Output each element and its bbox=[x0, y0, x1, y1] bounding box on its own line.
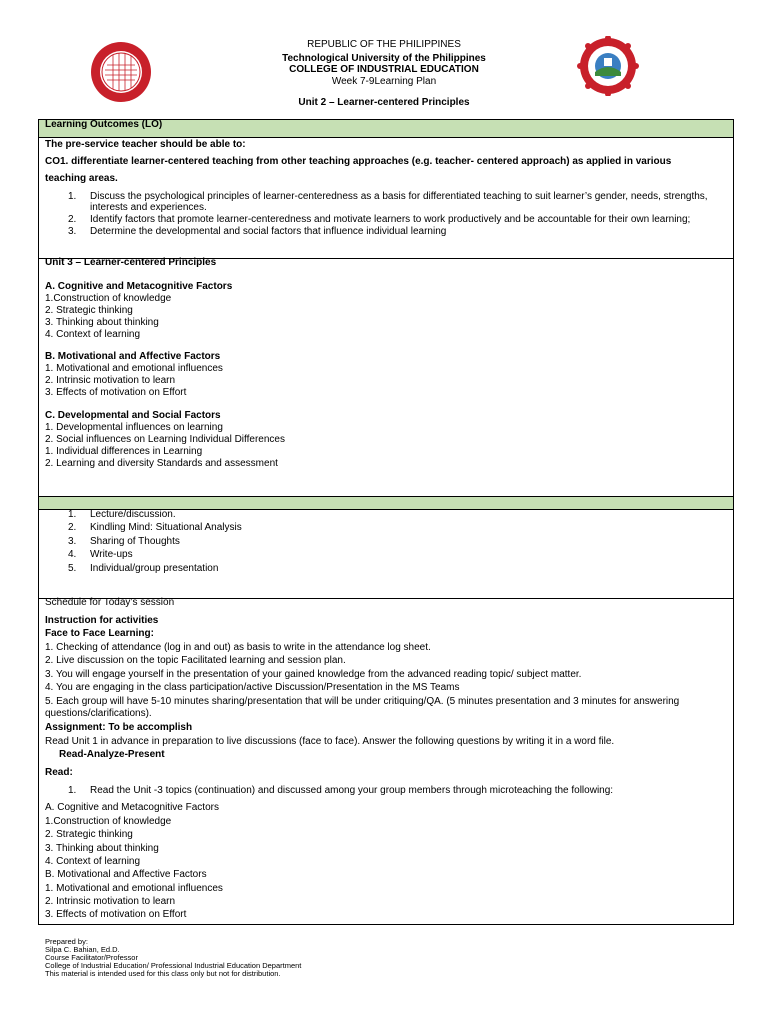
schedule-title: Schedule for Today’s session bbox=[45, 597, 175, 608]
footer-department: College of Industrial Education/ Professional Industrial Education Department bbox=[45, 961, 302, 970]
methods-band bbox=[38, 496, 734, 510]
method-num: 5. bbox=[68, 563, 77, 574]
lo-item-num: 1. bbox=[68, 191, 77, 202]
f2f-item: 4. You are engaging in the class participation/active Discussion/Presentation in the MS Teams bbox=[45, 682, 460, 693]
content-unit-title: Unit 3 – Learner-centered Principles bbox=[45, 257, 217, 268]
list-item: 1. Motivational and emotional influences bbox=[45, 363, 223, 374]
list-item: 2. Intrinsic motivation to learn bbox=[45, 896, 176, 907]
f2f-item-cont: questions/clarifications). bbox=[45, 708, 152, 719]
method-num: 1. bbox=[68, 509, 77, 520]
read-item-num: 1. bbox=[68, 785, 77, 796]
lo-heading: Learning Outcomes (LO) bbox=[45, 119, 163, 130]
lo-item: Determine the developmental and social factors that influence individual learning bbox=[90, 226, 447, 237]
f2f-item: 5. Each group will have 5-10 minutes sharing/presentation that will be under critiquing/QA. (5 minutes presentation and 3 minutes for answering bbox=[45, 696, 680, 707]
list-item: 2. Social influences on Learning Individual Differences bbox=[45, 434, 285, 445]
header-unit: Unit 2 – Learner-centered Principles bbox=[298, 97, 470, 108]
list-item: 4. Context of learning bbox=[45, 329, 141, 340]
read-heading: Read: bbox=[45, 767, 73, 778]
method-item: Sharing of Thoughts bbox=[90, 536, 180, 547]
header-university: Technological University of the Philippines bbox=[282, 53, 486, 64]
f2f-item: 1. Checking of attendance (log in and out) as basis to write in the attendance log sheet. bbox=[45, 642, 431, 653]
lo-intro: The pre-service teacher should be able to: bbox=[45, 139, 246, 150]
f2f-heading: Face to Face Learning: bbox=[45, 628, 154, 639]
list-item: 1. Individual differences in Learning bbox=[45, 446, 203, 457]
instruction-heading: Instruction for activities bbox=[45, 615, 159, 626]
section-title: C. Developmental and Social Factors bbox=[45, 410, 221, 421]
list-item: 3. Thinking about thinking bbox=[45, 843, 159, 854]
list-item: 4. Context of learning bbox=[45, 856, 141, 867]
section-title: B. Motivational and Affective Factors bbox=[45, 351, 221, 362]
list-item: A. Cognitive and Metacognitive Factors bbox=[45, 802, 219, 813]
method-num: 3. bbox=[68, 536, 77, 547]
list-item: 1. Motivational and emotional influences bbox=[45, 883, 223, 894]
lo-item-num: 3. bbox=[68, 226, 77, 237]
list-item: 2. Strategic thinking bbox=[45, 305, 133, 316]
list-item: 1.Construction of knowledge bbox=[45, 293, 172, 304]
header-republic: REPUBLIC OF THE PHILIPPINES bbox=[307, 39, 461, 50]
f2f-item: 3. You will engage yourself in the presentation of your gained knowledge from the advanced reading topic/ subject matter. bbox=[45, 669, 582, 680]
section-title: A. Cognitive and Metacognitive Factors bbox=[45, 281, 233, 292]
lo-item: Discuss the psychological principles of learner-centeredness as a basis for differentiated teaching to suit learner’s gender, needs, strengths, bbox=[90, 191, 708, 202]
list-item: 1.Construction of knowledge bbox=[45, 816, 172, 827]
read-item: Read the Unit -3 topics (continuation) and discussed among your group members through microteaching the following: bbox=[90, 785, 614, 796]
header-week: Week 7-9Learning Plan bbox=[331, 76, 437, 87]
method-num: 2. bbox=[68, 522, 77, 533]
list-item: B. Motivational and Affective Factors bbox=[45, 869, 207, 880]
lo-item: Identify factors that promote learner-centeredness and motivate learners to work productively and be accountable for their own learning; bbox=[90, 214, 691, 225]
assignment-heading: Assignment: To be accomplish bbox=[45, 722, 193, 733]
footer-role: Course Facilitator/Professor bbox=[45, 953, 138, 962]
method-num: 4. bbox=[68, 549, 77, 560]
list-item: 1. Developmental influences on learning bbox=[45, 422, 223, 433]
list-item: 3. Thinking about thinking bbox=[45, 317, 159, 328]
list-item: 3. Effects of motivation on Effort bbox=[45, 909, 187, 920]
method-item: Write-ups bbox=[90, 549, 133, 560]
list-item: 3. Effects of motivation on Effort bbox=[45, 387, 187, 398]
method-item: Lecture/discussion. bbox=[90, 509, 176, 520]
list-item: 2. Intrinsic motivation to learn bbox=[45, 375, 176, 386]
co1-text-cont: teaching areas. bbox=[45, 173, 118, 184]
footer-disclaimer: This material is intended used for this class only but not for distribution. bbox=[45, 969, 281, 978]
rap-heading: Read-Analyze-Present bbox=[59, 749, 165, 760]
co1-text: CO1. differentiate learner-centered teaching from other teaching approaches (e.g. teacher- centered approach) as applied in various bbox=[45, 156, 672, 167]
lo-item-num: 2. bbox=[68, 214, 77, 225]
method-item: Kindling Mind: Situational Analysis bbox=[90, 522, 242, 533]
header-college: COLLEGE OF INDUSTRIAL EDUCATION bbox=[289, 64, 479, 75]
footer-prepared-by: Prepared by: bbox=[45, 937, 88, 946]
list-item: 2. Learning and diversity Standards and assessment bbox=[45, 458, 278, 469]
method-item: Individual/group presentation bbox=[90, 563, 219, 574]
footer-author: Silpa C. Bahian, Ed.D. bbox=[45, 945, 120, 954]
list-item: 2. Strategic thinking bbox=[45, 829, 133, 840]
lo-item-cont: interests and experiences. bbox=[90, 202, 207, 213]
f2f-item: 2. Live discussion on the topic Facilitated learning and session plan. bbox=[45, 655, 346, 666]
assignment-text: Read Unit 1 in advance in preparation to live discussions (face to face). Answer the following questions by writing it in a word file. bbox=[45, 736, 615, 747]
